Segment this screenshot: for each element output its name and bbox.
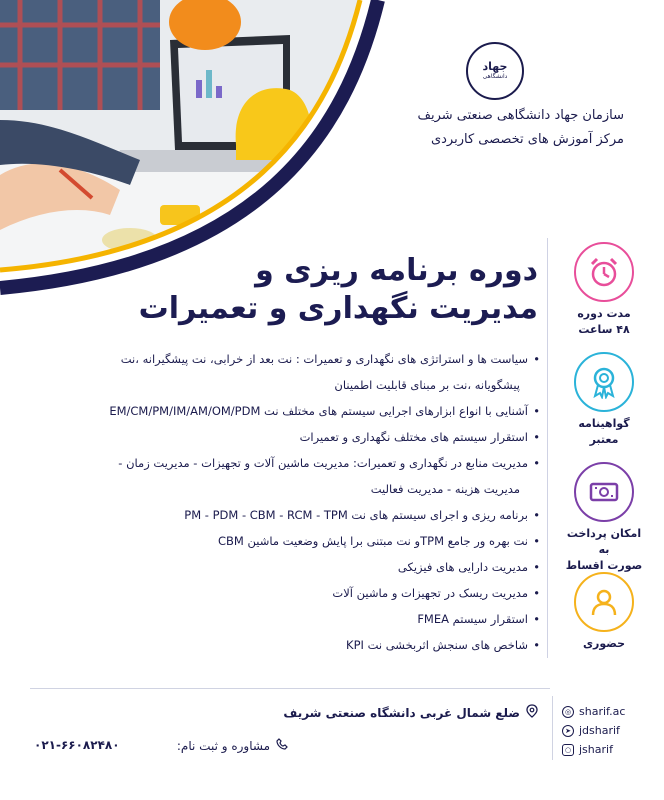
topic-item: • برنامه ریزی و اجرای سیستم های نت PM - PDM - CBM - RCM - TPM xyxy=(30,502,540,528)
title-line-1: دوره برنامه ریزی و xyxy=(255,253,538,288)
feature-in-person-label: حضوری xyxy=(582,637,626,650)
topic-item-continued: مدیریت هزینه - مدیریت فعالیت xyxy=(370,482,520,496)
footer-vertical-divider xyxy=(552,696,553,760)
address-text: ضلع شمال غربی دانشگاه صنعتی شریف xyxy=(283,705,520,720)
telegram-link[interactable] xyxy=(562,721,625,740)
feature-payment xyxy=(564,462,644,574)
logo-text: جهاد xyxy=(482,60,508,73)
divider xyxy=(547,238,548,658)
feature-duration-label: مدت دوره xyxy=(577,307,631,320)
payment-bill-icon xyxy=(574,462,634,522)
topics-list xyxy=(30,346,540,658)
topic-item: • استقرار سیستم های مختلف نگهداری و تعمیرات xyxy=(30,424,540,450)
consult-label: مشاوره و ثبت نام: xyxy=(176,738,270,753)
instagram-link[interactable] xyxy=(562,740,625,759)
title-line-2: مدیریت نگهداری و تعمیرات xyxy=(138,291,538,326)
topic-item: • نت بهره ور جامع TPMو نت مبتنی برا پایش وضعیت ماشین CBM xyxy=(30,528,540,554)
topic-item: • شاخص های سنجش اثربخشی نت KPI xyxy=(30,632,540,658)
feature-duration-value: ۴۸ ساعت xyxy=(578,323,630,336)
instagram-icon: ○ xyxy=(562,744,574,756)
topic-item: • مدیریت ریسک در تجهیزات و ماشین آلات xyxy=(30,580,540,606)
location-pin-icon xyxy=(526,704,538,721)
website-link[interactable] xyxy=(562,702,625,721)
feature-duration xyxy=(564,242,644,338)
certificate-badge-icon xyxy=(574,352,634,412)
website-text: sharif.ac xyxy=(579,704,626,718)
globe-icon: ◎ xyxy=(562,706,574,718)
feature-payment-value: صورت اقساط xyxy=(565,559,643,572)
topic-item: • مدیریت دارایی های فیزیکی xyxy=(30,554,540,580)
phone-number[interactable]: ۰۲۱-۶۶۰۸۲۴۸۰ xyxy=(34,738,120,752)
telegram-text: jdsharif xyxy=(579,723,620,737)
topic-item-continued: پیشگویانه ،نت بر مبنای قابلیت اطمینان xyxy=(334,378,520,392)
person-icon xyxy=(574,572,634,632)
topic-item: • سیاست ها و استراتژی های نگهداری و تعمیرات : نت بعد از خرابی، نت پیشگیرانه ،نت xyxy=(30,346,540,372)
alarm-clock-icon xyxy=(574,242,634,302)
logo-subtext: دانشگاهی xyxy=(482,73,508,80)
topic-item: • آشنایی با انواع ابزارهای اجرایی سیستم های مختلف نت EM/CM/PM/IM/AM/OM/PDM xyxy=(30,398,540,424)
feature-certificate-value: معتبر xyxy=(589,433,619,446)
social-links xyxy=(562,702,625,759)
course-title xyxy=(118,252,538,328)
phone-icon xyxy=(276,738,288,753)
jahad-logo xyxy=(466,42,524,100)
org-name: سازمان جهاد دانشگاهی صنعتی شریف xyxy=(417,108,624,123)
feature-payment-label: امکان پرداخت به xyxy=(566,527,642,556)
feature-in-person xyxy=(564,572,644,652)
org-center: مرکز آموزش های تخصصی کاربردی xyxy=(430,132,624,147)
topic-item: • مدیریت منابع در نگهداری و تعمیرات: مدیریت ماشین آلات و تجهیزات - مدیریت زمان - xyxy=(30,450,540,476)
footer-divider xyxy=(30,688,550,689)
instagram-text: jsharif xyxy=(579,742,613,756)
address xyxy=(283,704,538,721)
topic-item: • استقرار سیستم FMEA xyxy=(30,606,540,632)
consultation xyxy=(177,738,288,753)
telegram-icon: ➤ xyxy=(562,725,574,737)
organization-block xyxy=(324,104,624,152)
feature-certificate xyxy=(564,352,644,448)
feature-certificate-label: گواهینامه xyxy=(578,417,630,430)
